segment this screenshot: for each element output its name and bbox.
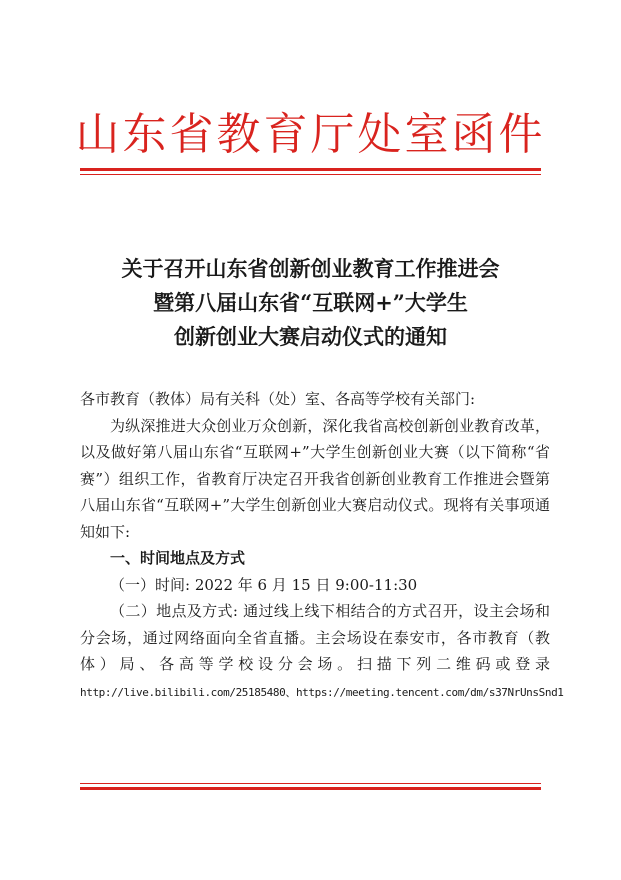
document-title-line-3: 创新创业大赛启动仪式的通知 (174, 324, 447, 349)
intro-paragraph: 为纵深推进大众创业万众创新，深化我省高校创新创业教育改革，以及做好第八届山东省“互联网+”大学生创新创业大赛（以下简称“省赛”）组织工作，省教育厅决定召开我省创新创业教育工作推进会暨第八届山东省“互联网+”大学生创新创业大赛启动仪式。现将有关事项通知如下: (80, 416, 550, 541)
document-title-line-2: 暨第八届山东省“互联网+”大学生 (153, 290, 468, 315)
salutation: 各市教育（教体）局有关科（处）室、各高等学校有关部门: (80, 390, 476, 408)
footer-rule-thin (80, 783, 541, 784)
item-place (80, 598, 564, 706)
document-title (0, 252, 621, 354)
footer-rule-thick (80, 787, 541, 790)
section-heading-time-place: 一、时间地点及方式 (110, 549, 246, 567)
item-time: （一）时间: 2022 年 6 月 15 日 9:00-11:30 (110, 575, 418, 594)
item-place-url[interactable]: http://live.bilibili.com/25185480、https://meeting.tencent.com/dm/s37NrUnsSnd1 (80, 685, 564, 699)
letterhead-title: 山东省教育厅处室函件 (75, 109, 546, 160)
letterhead-rule-thick (80, 168, 541, 171)
document-title-line-1: 关于召开山东省创新创业教育工作推进会 (121, 256, 500, 281)
item-place-text: （二）地点及方式: 通过线上线下相结合的方式召开，设主会场和分会场，通过网络面向全省直播。主会场设在泰安市，各市教育（教体）局、各高等学校设分会场。扫描下列二维码或登录 (80, 602, 550, 673)
letterhead-rule-thin (80, 174, 541, 175)
document-body (80, 386, 564, 706)
